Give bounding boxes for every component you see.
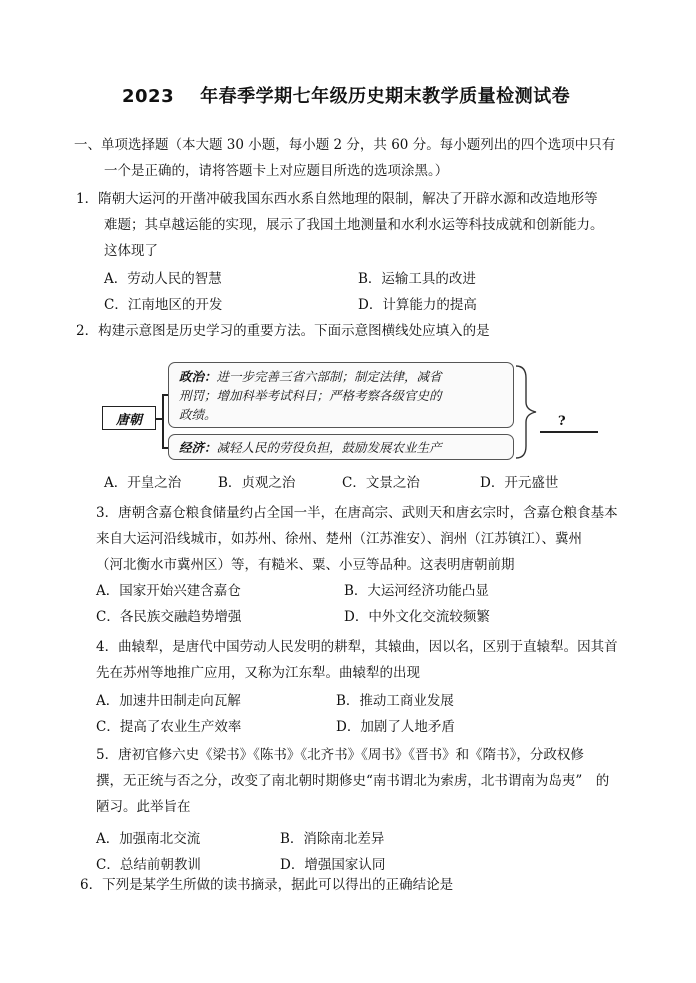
q5-option-a: A．加强南北交流	[96, 831, 201, 847]
q2-option-c: C．文景之治	[342, 475, 420, 491]
q2-option-d: D．开元盛世	[480, 475, 559, 491]
tang-dynasty-box: 唐朝	[102, 406, 156, 430]
section-instruction-line1: 一、单项选择题（本大题 30 小题，每小题 2 分，共 60 分。每小题列出的四个选项中只有	[74, 137, 616, 153]
bracket-left	[162, 394, 164, 448]
answer-question-mark: ?	[558, 414, 566, 429]
q1-stem-line3: 这体现了	[104, 243, 158, 259]
q1-option-c: C．江南地区的开发	[104, 297, 223, 313]
q3-stem-line1: 3．唐朝含嘉仓粮食储量约占全国一半，在唐高宗、武则天和唐玄宗时，含嘉仓粮食基本	[96, 505, 618, 521]
q2-option-a: A．开皇之治	[104, 475, 182, 491]
title-text: 年春季学期七年级历史期末教学质量检测试卷	[200, 86, 571, 107]
q5-option-c: C．总结前朝教训	[96, 857, 201, 873]
page-title	[122, 82, 642, 108]
q4-option-a: A．加速井田制走向瓦解	[96, 693, 241, 709]
q6-stem-line1: 6．下列是某学生所做的读书摘录，据此可以得出的正确结论是	[80, 877, 454, 893]
q3-option-d: D．中外文化交流较频繁	[344, 609, 490, 625]
q3-option-b: B．大运河经济功能凸显	[344, 583, 489, 599]
q3-stem-line2: 来自大运河沿线城市，如苏州、徐州、楚州（江苏淮安）、润州（江苏镇江）、冀州	[96, 531, 582, 547]
q1-stem-line2: 难题；其卓越运能的实现，展示了我国土地测量和水利水运等科技成就和创新能力。	[104, 217, 604, 233]
q5-stem-line2: 撰，无正统与否之分，改变了南北朝时期修史“南书谓北为索虏，北书谓南为岛夷” 的	[96, 773, 610, 789]
q4-option-c: C．提高了农业生产效率	[96, 719, 242, 735]
economy-text: 减轻人民的劳役负担，鼓励发展农业生产	[216, 440, 442, 455]
politics-label: 政治：	[179, 369, 217, 384]
q1-option-d: D．计算能力的提高	[358, 297, 477, 313]
q4-option-b: B．推动工商业发展	[336, 693, 454, 709]
q4-stem-line1: 4．曲辕犁，是唐代中国劳动人民发明的耕犁，其辕曲，因以名，区别于直辕犁。因其首	[96, 639, 618, 655]
tang-policy-diagram	[100, 360, 600, 465]
q1-stem-line1: 1．隋朝大运河的开凿冲破我国东西水系自然地理的限制，解决了开辟水源和改造地形等	[76, 191, 598, 207]
right-brace-icon	[514, 364, 540, 460]
q5-stem-line1: 5．唐初官修六史《梁书》《陈书》《北齐书》《周书》《晋书》和《隋书》，分政权修	[96, 747, 584, 763]
q4-stem-line2: 先在苏州等地推广应用，又称为江东犁。曲辕犁的出现	[96, 665, 420, 681]
economy-box	[168, 434, 514, 460]
q3-option-a: A．国家开始兴建含嘉仓	[96, 583, 241, 599]
economy-label: 经济：	[179, 440, 217, 455]
q3-stem-line3: （河北衡水市冀州区）等，有糙米、粟、小豆等品种。这表明唐朝前期	[96, 557, 515, 573]
q1-option-a: A．劳动人民的智慧	[104, 271, 222, 287]
politics-box	[168, 362, 514, 428]
q4-option-d: D．加剧了人地矛盾	[336, 719, 455, 735]
section-instruction-line2: 一个是正确的，请将答题卡上对应题目所选的选项涂黑。）	[104, 163, 449, 179]
q5-stem-line3: 陋习。此举旨在	[96, 799, 191, 815]
q2-option-b: B．贞观之治	[218, 475, 296, 491]
q5-option-d: D．增强国家认同	[280, 857, 386, 873]
politics-line1: 进一步完善三省六部制；制定法律，减省	[216, 369, 442, 384]
politics-line2: 刑罚；增加科举考试科目；严格考察各级官史的	[179, 388, 442, 403]
q5-option-b: B．消除南北差异	[280, 831, 385, 847]
q2-stem: 2．构建示意图是历史学习的重要方法。下面示意图横线处应填入的是	[76, 323, 490, 339]
title-year: 2023	[122, 86, 175, 107]
politics-line3: 政绩。	[179, 407, 217, 422]
q3-option-c: C．各民族交融趋势增强	[96, 609, 242, 625]
q1-option-b: B．运输工具的改进	[358, 271, 476, 287]
answer-blank-line	[540, 431, 598, 433]
